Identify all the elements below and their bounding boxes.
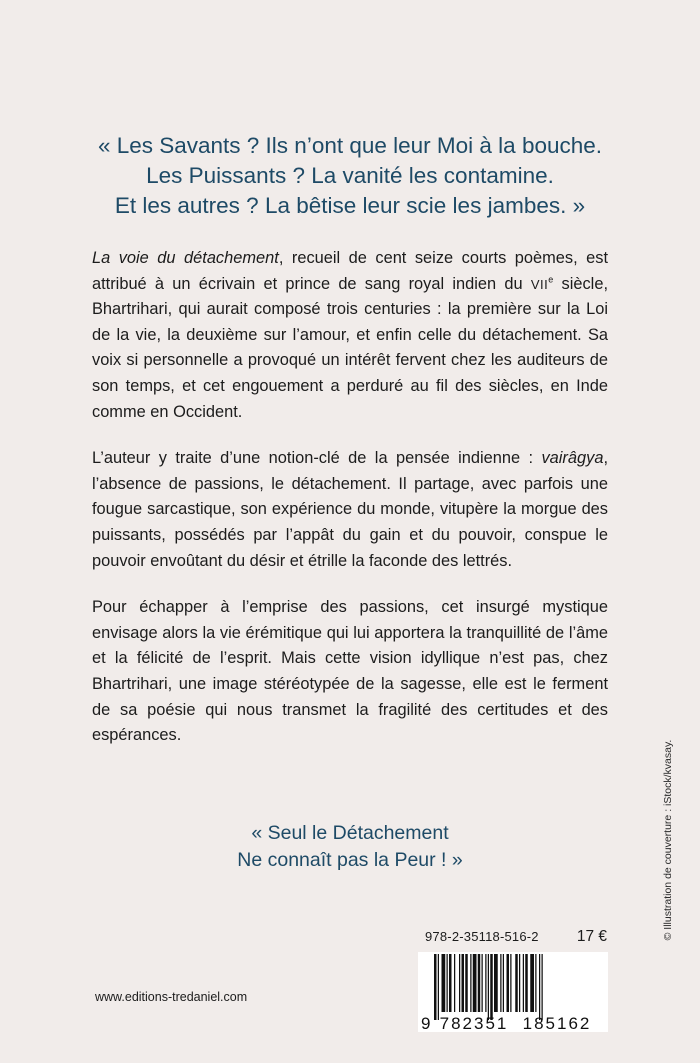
barcode-bar <box>535 954 536 1012</box>
barcode-graphic <box>418 952 608 1032</box>
publisher-website: www.editions-tredaniel.com <box>95 990 248 1004</box>
barcode-bar <box>515 954 518 1012</box>
blurb-body <box>92 246 608 770</box>
barcode <box>418 952 608 1032</box>
barcode-bar <box>525 954 528 1012</box>
bottom-quote-line-1: « Seul le Détachement <box>251 822 449 844</box>
cover-illustration-credit: © Illustration de couverture : iStock/kvasay. <box>662 739 674 941</box>
barcode-bar <box>510 954 511 1012</box>
bottom-quote <box>200 820 500 874</box>
barcode-bar <box>438 954 439 1020</box>
barcode-bar <box>530 954 534 1012</box>
barcode-right-digits: 185162 <box>522 1014 592 1032</box>
paragraph-1 <box>92 246 608 425</box>
barcode-bar <box>485 954 486 1012</box>
barcode-bar <box>465 954 468 1012</box>
barcode-bar <box>523 954 524 1012</box>
barcode-bar <box>454 954 455 1012</box>
barcode-left-digits: 782351 <box>439 1014 509 1032</box>
barcode-bar <box>447 954 448 1012</box>
barcode-bar <box>503 954 504 1012</box>
barcode-first-digit: 9 <box>421 1014 431 1032</box>
barcode-bar <box>462 954 465 1012</box>
paragraph-2-text-b: , l’absence de passions, le détachement. Il partage, avec parfois une fougue sarcastique, son expérience du monde, vitupère la morgue des puissants, possédés par l’appât du gain et du pouvoir, conspue le pouvoir envoûtant du désir et étrille la faconde des lettrés. <box>92 449 608 570</box>
barcode-bar <box>519 954 520 1012</box>
top-quote <box>40 131 660 221</box>
century-superscript: e <box>548 274 554 285</box>
barcode-bar <box>478 954 481 1012</box>
top-quote-line-2: Les Puissants ? La vanité les contamine. <box>146 163 554 188</box>
paragraph-2-text-a: L’auteur y traite d’une notion-clé de la pensée indienne : <box>92 449 542 468</box>
barcode-bar <box>542 954 543 1020</box>
bottom-quote-line-2: Ne connaît pas la Peur ! » <box>237 849 463 871</box>
top-quote-line-1: « Les Savants ? Ils n’ont que leur Moi à la bouche. <box>97 133 603 158</box>
barcode-bar <box>488 954 489 1020</box>
barcode-bar <box>482 954 483 1012</box>
barcode-bar <box>442 954 446 1012</box>
barcode-bar <box>539 954 540 1020</box>
barcode-bar <box>500 954 501 1012</box>
century-numeral: VII <box>530 276 549 292</box>
barcode-bar <box>470 954 471 1012</box>
barcode-bar <box>434 954 437 1020</box>
barcode-bar <box>490 954 493 1020</box>
isbn-price-row <box>425 928 607 946</box>
paragraph-3: Pour échapper à l’emprise des passions, cet insurgé mystique envisage alors la vie érémitique qui lui apportera la tranquillité de l’âme et la félicité de l’esprit. Mais cette vision idyllique n’est pas, chez Bhartrihari, une image stéréotypée de la sagesse, elle est le ferment de sa poésie qui nous transmet la fragilité des certitudes et des espérances. <box>92 598 608 745</box>
book-title: La voie du détachement <box>92 249 279 267</box>
top-quote-line-3: Et les autres ? La bêtise leur scie les jambes. » <box>114 193 586 218</box>
paragraph-1-text-a: , recueil de cent seize courts poèmes, est attribué à un écrivain et prince de sang royal indien du <box>92 249 608 293</box>
barcode-bar <box>473 954 477 1012</box>
price: 17 € <box>576 928 607 945</box>
barcode-bar <box>459 954 460 1012</box>
term-vairagya: vairâgya <box>541 449 604 468</box>
paragraph-1-text-b: siècle, Bhartrihari, qui aurait composé trois centuries : la première sur la Loi de la vie, la deuxième sur l’amour, et enfin celle du détachement. Sa voix si personnelle a provoqué un intérêt fervent chez les auditeurs de son temps, et cet engouement a perduré au fil des siècles, en Inde comme en Occident. <box>92 274 608 421</box>
barcode-bar <box>507 954 510 1012</box>
paragraph-2 <box>92 446 608 574</box>
barcode-bar <box>449 954 452 1012</box>
isbn-number: 978-2-35118-516-2 <box>425 929 539 944</box>
barcode-bar <box>494 954 498 1012</box>
